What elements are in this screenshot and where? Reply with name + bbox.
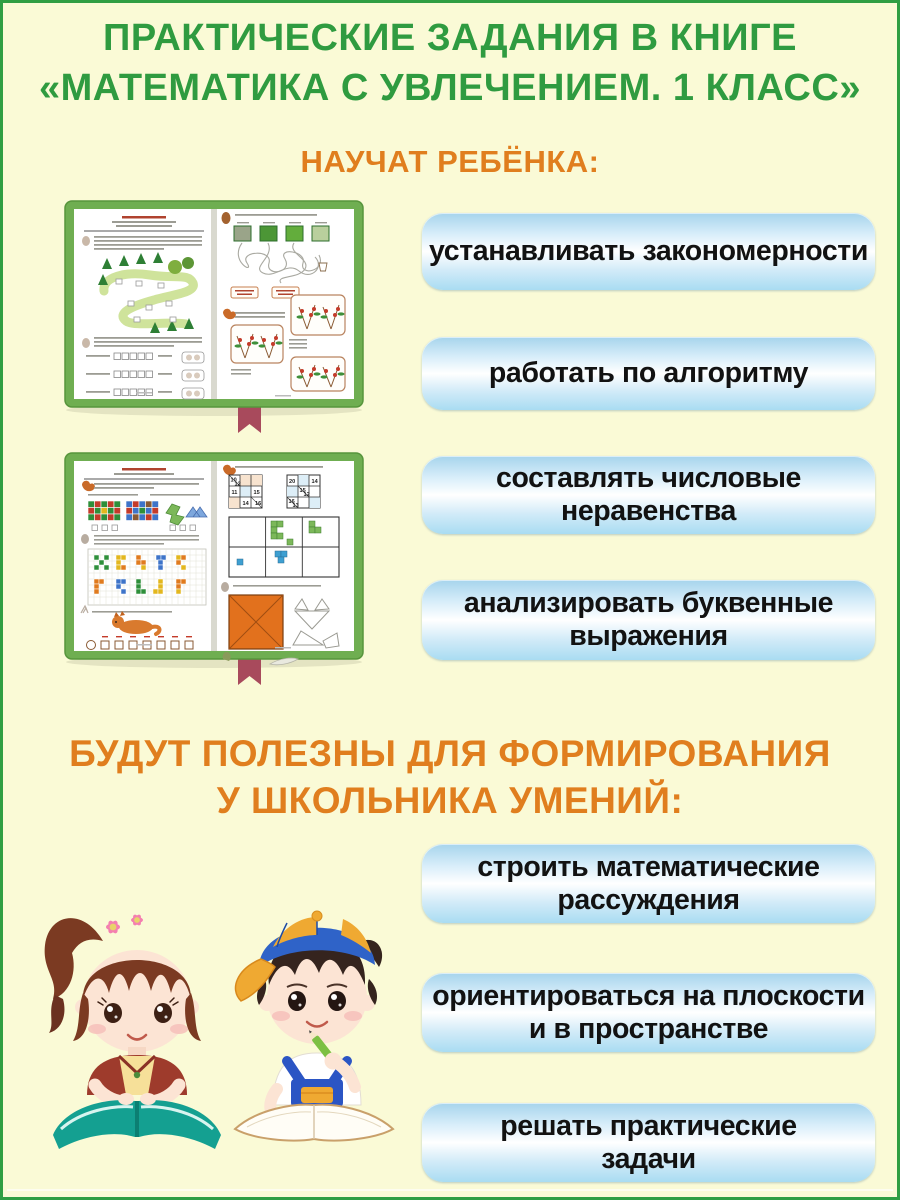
pixel-figures-grid [88,549,206,605]
svg-text:15: 15 [253,490,260,496]
pill-text-line: выражения [569,620,728,652]
pill-text-line: решать практические [500,1109,797,1142]
skill-pill-practical [422,1103,875,1182]
open-notebook [235,1105,393,1141]
skill-pill-orientation [422,973,875,1052]
svg-text:10: 10 [230,477,237,484]
number-table-right [287,475,320,509]
svg-text:11: 11 [231,490,238,496]
page-title-line2: «МАТЕМАТИКА С УВЛЕЧЕНИЕМ. 1 КЛАСС» [39,67,861,109]
pill-text-line: составлять числовые [496,462,801,494]
hair-flowers [106,913,143,934]
subtitle-useful [3,730,897,824]
skill-pill-patterns [422,213,875,290]
svg-text:15: 15 [299,488,306,494]
svg-text:12: 12 [234,481,241,488]
pill-text-line: ориентироваться на плоскости [432,979,865,1012]
subtitle-useful-line1: БУДУТ ПОЛЕЗНЫ ДЛЯ ФОРМИРОВАНИЯ [69,733,831,774]
subtitle-useful-line2: У ШКОЛЬНИКА УМЕНИЙ: [216,780,684,821]
pill-text-line: и в пространстве [528,1012,769,1045]
subtitle-teach: НАУЧАТ РЕБЁНКА: [300,144,600,179]
page-title-line1: ПРАКТИЧЕСКИЕ ЗАДАНИЯ В КНИГЕ [103,17,797,59]
skill-pill-reasoning [422,844,875,923]
copy-pattern-grid [229,517,339,577]
pill-text-line: рассуждения [557,883,740,916]
pill-text-line: неравенства [561,495,736,527]
boy-writing-illustration [225,889,403,1155]
pill-text-line: задачи [601,1142,696,1175]
svg-text:16: 16 [255,501,262,507]
teal-book [53,1100,221,1149]
girl-reading-illustration [25,899,237,1151]
tangram-square [229,595,283,649]
svg-text:16: 16 [288,499,295,505]
number-table-left [229,475,262,508]
pill-text-line: устанавливать закономерности [429,235,868,267]
skill-pill-expressions [422,580,875,660]
skill-pill-algorithm [422,337,875,410]
pill-text-line: строить математические [477,850,820,883]
svg-text:14: 14 [242,501,249,507]
book-spread-2-image [61,451,367,691]
svg-text:13: 13 [292,503,299,509]
pill-text-line: анализировать буквенные [463,587,834,619]
svg-text:12: 12 [303,492,310,498]
book-spread-1-image [61,199,367,439]
svg-text:14: 14 [311,479,318,485]
frame-inner-hairline [7,1189,893,1191]
skill-pill-inequalities [422,456,875,534]
pill-text-line: работать по алгоритму [488,357,809,389]
page-title [3,13,897,113]
svg-text:20: 20 [289,479,296,485]
